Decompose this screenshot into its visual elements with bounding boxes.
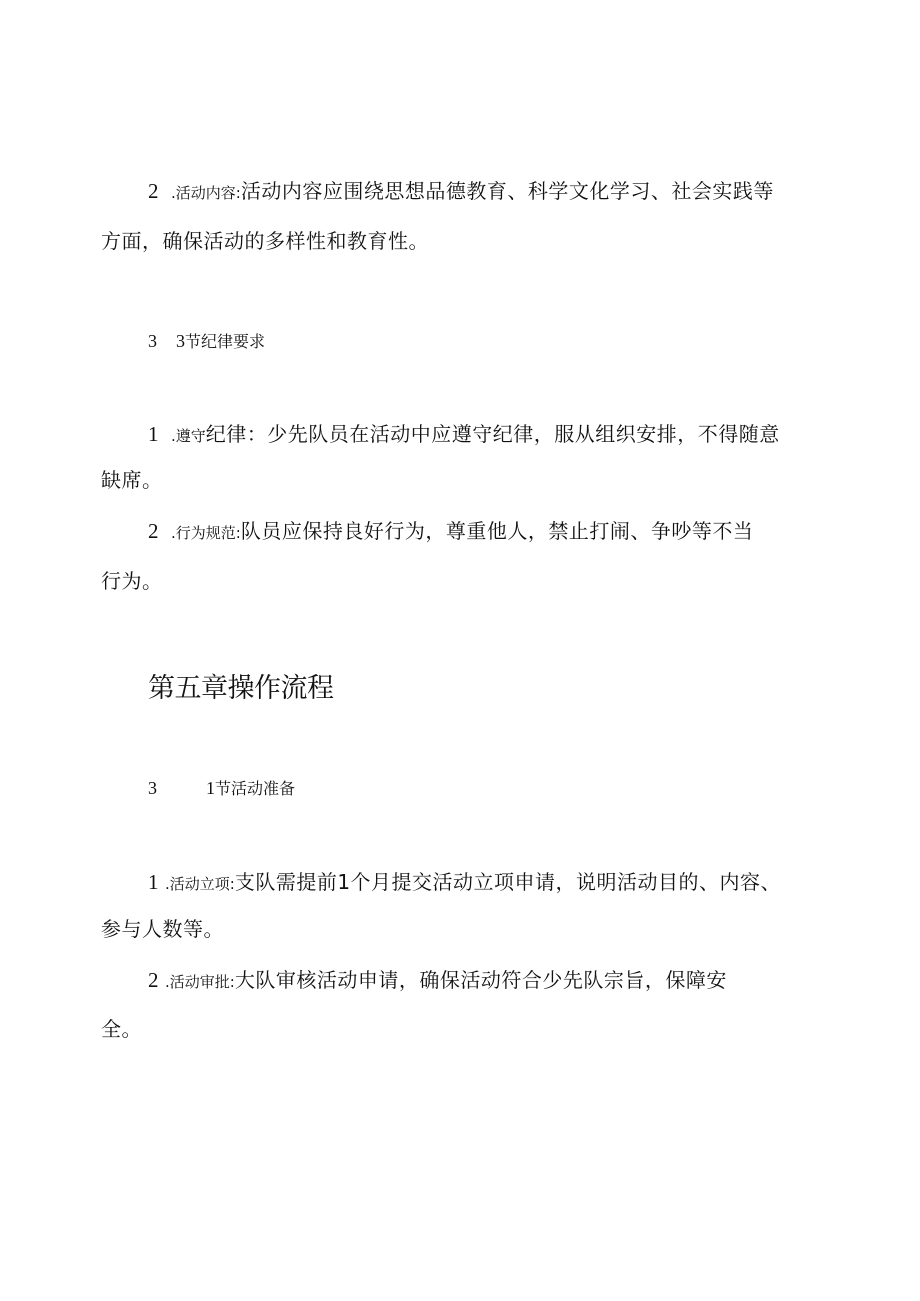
item-text: 纪律：少先队员在活动中应遵守纪律，服从组织安排，不得随意 [205,422,780,446]
item-text: 大队审核活动申请，确保活动符合少先队宗旨，保障安 [234,968,727,992]
section-number: 3 [148,331,157,351]
item-number: 2 [148,968,159,992]
section-number: 3 [148,778,157,798]
item-behavior-line2: 行为。 [101,569,163,593]
item-number: 2 [148,519,159,543]
item-behavior-line1 [148,518,753,546]
item-text: 支队需提前1个月提交活动立项申请，说明活动目的、内容、 [234,870,782,894]
item-discipline-line2: 缺席。 [101,468,163,492]
item-project-line2: 参与人数等。 [101,917,224,941]
section-title: 节活动准备 [215,779,296,798]
item-project-line1 [148,869,781,897]
item-number: 1 [148,870,159,894]
section-subnumber: 3 [176,331,185,351]
section-heading-preparation [148,777,295,800]
item-label: .遵守 [171,427,206,445]
item-content-line2: 方面，确保活动的多样性和教育性。 [101,229,429,253]
item-label: .活动立项: [165,875,235,893]
chapter-heading: 第五章操作流程 [148,673,334,704]
section-title: 节纪律要求 [185,332,266,351]
item-label: .活动审批: [165,973,235,991]
item-number: 2 [148,179,159,203]
section-subnumber: 1 [206,778,215,798]
item-content-line1 [148,178,774,206]
section-heading-discipline [148,330,265,353]
item-label: .活动内容: [171,184,241,202]
item-approval-line1 [148,967,727,995]
item-discipline-line1 [148,421,780,449]
item-text: 活动内容应围绕思想品德教育、科学文化学习、社会实践等 [240,179,774,203]
item-approval-line2: 全。 [101,1017,142,1041]
item-label: .行为规范: [171,524,241,542]
item-number: 1 [148,422,159,446]
item-text: 队员应保持良好行为，尊重他人，禁止打闹、争吵等不当 [240,519,754,543]
